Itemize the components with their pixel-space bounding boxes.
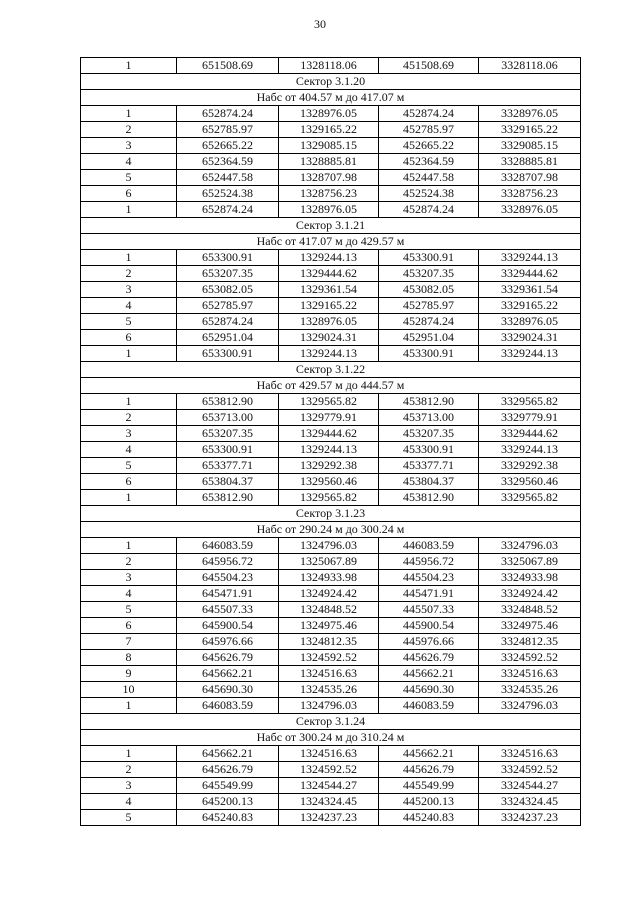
point-number-cell: 2 bbox=[81, 122, 177, 138]
y-local-cell: 3328707.98 bbox=[479, 170, 581, 186]
x-local-cell: 453812.90 bbox=[379, 394, 479, 410]
point-number-cell: 3 bbox=[81, 778, 177, 794]
y-local-cell: 3329085.15 bbox=[479, 138, 581, 154]
table-row bbox=[81, 170, 581, 186]
x-local-cell: 446083.59 bbox=[379, 538, 479, 554]
table-row bbox=[81, 410, 581, 426]
y-msk-cell: 1325067.89 bbox=[279, 554, 379, 570]
point-number-cell: 3 bbox=[81, 570, 177, 586]
y-local-cell: 3324535.26 bbox=[479, 682, 581, 698]
table-row bbox=[81, 58, 581, 74]
point-number-cell: 3 bbox=[81, 426, 177, 442]
x-local-cell: 453300.91 bbox=[379, 346, 479, 362]
point-number-cell: 4 bbox=[81, 298, 177, 314]
x-msk-cell: 653300.91 bbox=[177, 250, 279, 266]
y-local-cell: 3329244.13 bbox=[479, 250, 581, 266]
y-msk-cell: 1324516.63 bbox=[279, 746, 379, 762]
point-number-cell: 2 bbox=[81, 266, 177, 282]
table-row bbox=[81, 490, 581, 506]
y-local-cell: 3329444.62 bbox=[479, 426, 581, 442]
table-row bbox=[81, 746, 581, 762]
x-local-cell: 453207.35 bbox=[379, 426, 479, 442]
y-msk-cell: 1324535.26 bbox=[279, 682, 379, 698]
y-msk-cell: 1328118.06 bbox=[279, 58, 379, 74]
x-local-cell: 453804.37 bbox=[379, 474, 479, 490]
table-row bbox=[81, 106, 581, 122]
x-local-cell: 445200.13 bbox=[379, 794, 479, 810]
sector-height-range-row bbox=[81, 730, 581, 746]
x-msk-cell: 653377.71 bbox=[177, 458, 279, 474]
table-row bbox=[81, 666, 581, 682]
y-local-cell: 3329244.13 bbox=[479, 346, 581, 362]
sector-height-range: Набс от 290.24 м до 300.24 м bbox=[81, 522, 581, 538]
y-msk-cell: 1324924.42 bbox=[279, 586, 379, 602]
y-local-cell: 3324933.98 bbox=[479, 570, 581, 586]
x-local-cell: 453207.35 bbox=[379, 266, 479, 282]
y-msk-cell: 1328707.98 bbox=[279, 170, 379, 186]
y-msk-cell: 1324796.03 bbox=[279, 698, 379, 714]
y-msk-cell: 1324848.52 bbox=[279, 602, 379, 618]
point-number-cell: 5 bbox=[81, 314, 177, 330]
x-msk-cell: 652874.24 bbox=[177, 314, 279, 330]
table-row bbox=[81, 650, 581, 666]
x-msk-cell: 646083.59 bbox=[177, 698, 279, 714]
point-number-cell: 1 bbox=[81, 394, 177, 410]
x-local-cell: 445504.23 bbox=[379, 570, 479, 586]
coordinates-table bbox=[80, 57, 581, 826]
y-local-cell: 3329361.54 bbox=[479, 282, 581, 298]
table-row bbox=[81, 330, 581, 346]
y-msk-cell: 1328976.05 bbox=[279, 106, 379, 122]
x-local-cell: 453812.90 bbox=[379, 490, 479, 506]
y-msk-cell: 1324933.98 bbox=[279, 570, 379, 586]
sector-height-range-row bbox=[81, 522, 581, 538]
point-number-cell: 4 bbox=[81, 442, 177, 458]
point-number-cell: 4 bbox=[81, 586, 177, 602]
y-msk-cell: 1329165.22 bbox=[279, 298, 379, 314]
y-local-cell: 3324516.63 bbox=[479, 746, 581, 762]
y-local-cell: 3324544.27 bbox=[479, 778, 581, 794]
x-msk-cell: 652951.04 bbox=[177, 330, 279, 346]
point-number-cell: 1 bbox=[81, 698, 177, 714]
x-msk-cell: 645504.23 bbox=[177, 570, 279, 586]
x-msk-cell: 645662.21 bbox=[177, 746, 279, 762]
sector-height-range-row bbox=[81, 90, 581, 106]
x-msk-cell: 652447.58 bbox=[177, 170, 279, 186]
y-local-cell: 3329024.31 bbox=[479, 330, 581, 346]
x-msk-cell: 653082.05 bbox=[177, 282, 279, 298]
x-local-cell: 445662.21 bbox=[379, 666, 479, 682]
table-row bbox=[81, 810, 581, 826]
x-local-cell: 452364.59 bbox=[379, 154, 479, 170]
y-msk-cell: 1324237.23 bbox=[279, 810, 379, 826]
y-msk-cell: 1329292.38 bbox=[279, 458, 379, 474]
y-msk-cell: 1329085.15 bbox=[279, 138, 379, 154]
x-local-cell: 452524.38 bbox=[379, 186, 479, 202]
table-row bbox=[81, 426, 581, 442]
x-local-cell: 452785.97 bbox=[379, 122, 479, 138]
table-row bbox=[81, 698, 581, 714]
x-local-cell: 451508.69 bbox=[379, 58, 479, 74]
point-number-cell: 6 bbox=[81, 618, 177, 634]
x-msk-cell: 652874.24 bbox=[177, 106, 279, 122]
y-local-cell: 3329165.22 bbox=[479, 122, 581, 138]
table-row bbox=[81, 122, 581, 138]
y-local-cell: 3329292.38 bbox=[479, 458, 581, 474]
y-msk-cell: 1329779.91 bbox=[279, 410, 379, 426]
sector-height-range: Набс от 417.07 м до 429.57 м bbox=[81, 234, 581, 250]
x-msk-cell: 652874.24 bbox=[177, 202, 279, 218]
x-local-cell: 445626.79 bbox=[379, 650, 479, 666]
sector-height-range-row bbox=[81, 234, 581, 250]
x-local-cell: 452785.97 bbox=[379, 298, 479, 314]
x-msk-cell: 653812.90 bbox=[177, 394, 279, 410]
x-msk-cell: 645240.83 bbox=[177, 810, 279, 826]
x-msk-cell: 645956.72 bbox=[177, 554, 279, 570]
y-msk-cell: 1324592.52 bbox=[279, 762, 379, 778]
x-local-cell: 452874.24 bbox=[379, 314, 479, 330]
table-row bbox=[81, 202, 581, 218]
point-number-cell: 6 bbox=[81, 330, 177, 346]
y-local-cell: 3324592.52 bbox=[479, 762, 581, 778]
x-msk-cell: 652364.59 bbox=[177, 154, 279, 170]
y-msk-cell: 1329444.62 bbox=[279, 266, 379, 282]
table-row bbox=[81, 154, 581, 170]
point-number-cell: 3 bbox=[81, 138, 177, 154]
sector-title: Сектор 3.1.24 bbox=[81, 714, 581, 730]
x-msk-cell: 645690.30 bbox=[177, 682, 279, 698]
y-msk-cell: 1324592.52 bbox=[279, 650, 379, 666]
x-local-cell: 445976.66 bbox=[379, 634, 479, 650]
y-msk-cell: 1329165.22 bbox=[279, 122, 379, 138]
y-local-cell: 3328118.06 bbox=[479, 58, 581, 74]
x-msk-cell: 645471.91 bbox=[177, 586, 279, 602]
table-row bbox=[81, 570, 581, 586]
y-msk-cell: 1324324.45 bbox=[279, 794, 379, 810]
x-local-cell: 453300.91 bbox=[379, 442, 479, 458]
sector-title-row bbox=[81, 714, 581, 730]
point-number-cell: 4 bbox=[81, 794, 177, 810]
x-msk-cell: 652785.97 bbox=[177, 122, 279, 138]
x-local-cell: 452447.58 bbox=[379, 170, 479, 186]
sector-height-range: Набс от 404.57 м до 417.07 м bbox=[81, 90, 581, 106]
y-local-cell: 3329444.62 bbox=[479, 266, 581, 282]
x-local-cell: 445240.83 bbox=[379, 810, 479, 826]
page-number: 30 bbox=[314, 17, 326, 31]
y-msk-cell: 1324812.35 bbox=[279, 634, 379, 650]
table-row bbox=[81, 346, 581, 362]
y-msk-cell: 1324796.03 bbox=[279, 538, 379, 554]
point-number-cell: 5 bbox=[81, 602, 177, 618]
x-msk-cell: 652785.97 bbox=[177, 298, 279, 314]
y-local-cell: 3328756.23 bbox=[479, 186, 581, 202]
y-msk-cell: 1324516.63 bbox=[279, 666, 379, 682]
x-local-cell: 445690.30 bbox=[379, 682, 479, 698]
sector-title: Сектор 3.1.20 bbox=[81, 74, 581, 90]
point-number-cell: 4 bbox=[81, 154, 177, 170]
point-number-cell: 5 bbox=[81, 458, 177, 474]
x-msk-cell: 646083.59 bbox=[177, 538, 279, 554]
x-local-cell: 445507.33 bbox=[379, 602, 479, 618]
x-local-cell: 445626.79 bbox=[379, 762, 479, 778]
y-msk-cell: 1324544.27 bbox=[279, 778, 379, 794]
x-msk-cell: 645549.99 bbox=[177, 778, 279, 794]
x-msk-cell: 653713.00 bbox=[177, 410, 279, 426]
y-msk-cell: 1324975.46 bbox=[279, 618, 379, 634]
table-row bbox=[81, 538, 581, 554]
table-row bbox=[81, 458, 581, 474]
y-local-cell: 3324796.03 bbox=[479, 698, 581, 714]
x-local-cell: 445900.54 bbox=[379, 618, 479, 634]
x-local-cell: 446083.59 bbox=[379, 698, 479, 714]
y-msk-cell: 1329244.13 bbox=[279, 346, 379, 362]
point-number-cell: 1 bbox=[81, 538, 177, 554]
table-row bbox=[81, 186, 581, 202]
x-msk-cell: 645626.79 bbox=[177, 762, 279, 778]
x-local-cell: 445549.99 bbox=[379, 778, 479, 794]
sector-height-range: Набс от 300.24 м до 310.24 м bbox=[81, 730, 581, 746]
point-number-cell: 6 bbox=[81, 474, 177, 490]
table-row bbox=[81, 554, 581, 570]
point-number-cell: 9 bbox=[81, 666, 177, 682]
sector-title: Сектор 3.1.21 bbox=[81, 218, 581, 234]
table-row bbox=[81, 314, 581, 330]
x-local-cell: 452951.04 bbox=[379, 330, 479, 346]
y-msk-cell: 1329560.46 bbox=[279, 474, 379, 490]
point-number-cell: 1 bbox=[81, 58, 177, 74]
x-msk-cell: 653804.37 bbox=[177, 474, 279, 490]
x-local-cell: 452874.24 bbox=[379, 106, 479, 122]
sector-height-range: Набс от 429.57 м до 444.57 м bbox=[81, 378, 581, 394]
x-msk-cell: 651508.69 bbox=[177, 58, 279, 74]
point-number-cell: 5 bbox=[81, 170, 177, 186]
table-row bbox=[81, 474, 581, 490]
x-msk-cell: 645200.13 bbox=[177, 794, 279, 810]
sector-title-row bbox=[81, 74, 581, 90]
y-local-cell: 3324516.63 bbox=[479, 666, 581, 682]
x-msk-cell: 653300.91 bbox=[177, 346, 279, 362]
y-msk-cell: 1329444.62 bbox=[279, 426, 379, 442]
x-msk-cell: 652524.38 bbox=[177, 186, 279, 202]
y-msk-cell: 1329565.82 bbox=[279, 394, 379, 410]
table-row bbox=[81, 586, 581, 602]
table-row bbox=[81, 618, 581, 634]
point-number-cell: 1 bbox=[81, 250, 177, 266]
x-local-cell: 452665.22 bbox=[379, 138, 479, 154]
x-local-cell: 452874.24 bbox=[379, 202, 479, 218]
x-msk-cell: 653812.90 bbox=[177, 490, 279, 506]
y-local-cell: 3328976.05 bbox=[479, 314, 581, 330]
table-row bbox=[81, 682, 581, 698]
point-number-cell: 2 bbox=[81, 762, 177, 778]
sector-title: Сектор 3.1.23 bbox=[81, 506, 581, 522]
y-local-cell: 3329565.82 bbox=[479, 490, 581, 506]
table-row bbox=[81, 634, 581, 650]
y-local-cell: 3325067.89 bbox=[479, 554, 581, 570]
x-msk-cell: 653207.35 bbox=[177, 426, 279, 442]
x-local-cell: 445471.91 bbox=[379, 586, 479, 602]
y-local-cell: 3324924.42 bbox=[479, 586, 581, 602]
table-row bbox=[81, 394, 581, 410]
y-msk-cell: 1328756.23 bbox=[279, 186, 379, 202]
point-number-cell: 7 bbox=[81, 634, 177, 650]
point-number-cell: 3 bbox=[81, 282, 177, 298]
x-local-cell: 453300.91 bbox=[379, 250, 479, 266]
x-local-cell: 445662.21 bbox=[379, 746, 479, 762]
y-local-cell: 3329560.46 bbox=[479, 474, 581, 490]
x-local-cell: 445956.72 bbox=[379, 554, 479, 570]
y-local-cell: 3328976.05 bbox=[479, 202, 581, 218]
y-local-cell: 3324848.52 bbox=[479, 602, 581, 618]
table-row bbox=[81, 266, 581, 282]
sector-title-row bbox=[81, 218, 581, 234]
point-number-cell: 2 bbox=[81, 410, 177, 426]
table-row bbox=[81, 138, 581, 154]
table-row bbox=[81, 250, 581, 266]
table-row bbox=[81, 794, 581, 810]
point-number-cell: 1 bbox=[81, 202, 177, 218]
x-msk-cell: 645900.54 bbox=[177, 618, 279, 634]
point-number-cell: 1 bbox=[81, 346, 177, 362]
table-row bbox=[81, 602, 581, 618]
y-msk-cell: 1329244.13 bbox=[279, 250, 379, 266]
x-msk-cell: 645662.21 bbox=[177, 666, 279, 682]
table-row bbox=[81, 778, 581, 794]
y-msk-cell: 1329565.82 bbox=[279, 490, 379, 506]
x-msk-cell: 653207.35 bbox=[177, 266, 279, 282]
x-local-cell: 453713.00 bbox=[379, 410, 479, 426]
y-msk-cell: 1328885.81 bbox=[279, 154, 379, 170]
sector-title: Сектор 3.1.22 bbox=[81, 362, 581, 378]
point-number-cell: 1 bbox=[81, 746, 177, 762]
y-local-cell: 3329779.91 bbox=[479, 410, 581, 426]
point-number-cell: 6 bbox=[81, 186, 177, 202]
x-msk-cell: 645507.33 bbox=[177, 602, 279, 618]
sector-height-range-row bbox=[81, 378, 581, 394]
sector-title-row bbox=[81, 362, 581, 378]
table-row bbox=[81, 442, 581, 458]
point-number-cell: 1 bbox=[81, 106, 177, 122]
point-number-cell: 10 bbox=[81, 682, 177, 698]
table-row bbox=[81, 298, 581, 314]
y-local-cell: 3329165.22 bbox=[479, 298, 581, 314]
point-number-cell: 5 bbox=[81, 810, 177, 826]
point-number-cell: 2 bbox=[81, 554, 177, 570]
sector-title-row bbox=[81, 506, 581, 522]
point-number-cell: 1 bbox=[81, 490, 177, 506]
x-msk-cell: 645976.66 bbox=[177, 634, 279, 650]
y-local-cell: 3324592.52 bbox=[479, 650, 581, 666]
x-msk-cell: 652665.22 bbox=[177, 138, 279, 154]
x-msk-cell: 645626.79 bbox=[177, 650, 279, 666]
x-local-cell: 453377.71 bbox=[379, 458, 479, 474]
y-local-cell: 3324812.35 bbox=[479, 634, 581, 650]
y-msk-cell: 1329024.31 bbox=[279, 330, 379, 346]
y-msk-cell: 1328976.05 bbox=[279, 202, 379, 218]
point-number-cell: 8 bbox=[81, 650, 177, 666]
y-local-cell: 3328976.05 bbox=[479, 106, 581, 122]
y-local-cell: 3324324.45 bbox=[479, 794, 581, 810]
y-msk-cell: 1329244.13 bbox=[279, 442, 379, 458]
y-local-cell: 3324237.23 bbox=[479, 810, 581, 826]
y-local-cell: 3329244.13 bbox=[479, 442, 581, 458]
y-local-cell: 3324975.46 bbox=[479, 618, 581, 634]
y-msk-cell: 1328976.05 bbox=[279, 314, 379, 330]
table-row bbox=[81, 762, 581, 778]
coordinates-table-body bbox=[81, 58, 581, 826]
y-local-cell: 3324796.03 bbox=[479, 538, 581, 554]
x-local-cell: 453082.05 bbox=[379, 282, 479, 298]
y-local-cell: 3328885.81 bbox=[479, 154, 581, 170]
table-row bbox=[81, 282, 581, 298]
y-local-cell: 3329565.82 bbox=[479, 394, 581, 410]
x-msk-cell: 653300.91 bbox=[177, 442, 279, 458]
y-msk-cell: 1329361.54 bbox=[279, 282, 379, 298]
